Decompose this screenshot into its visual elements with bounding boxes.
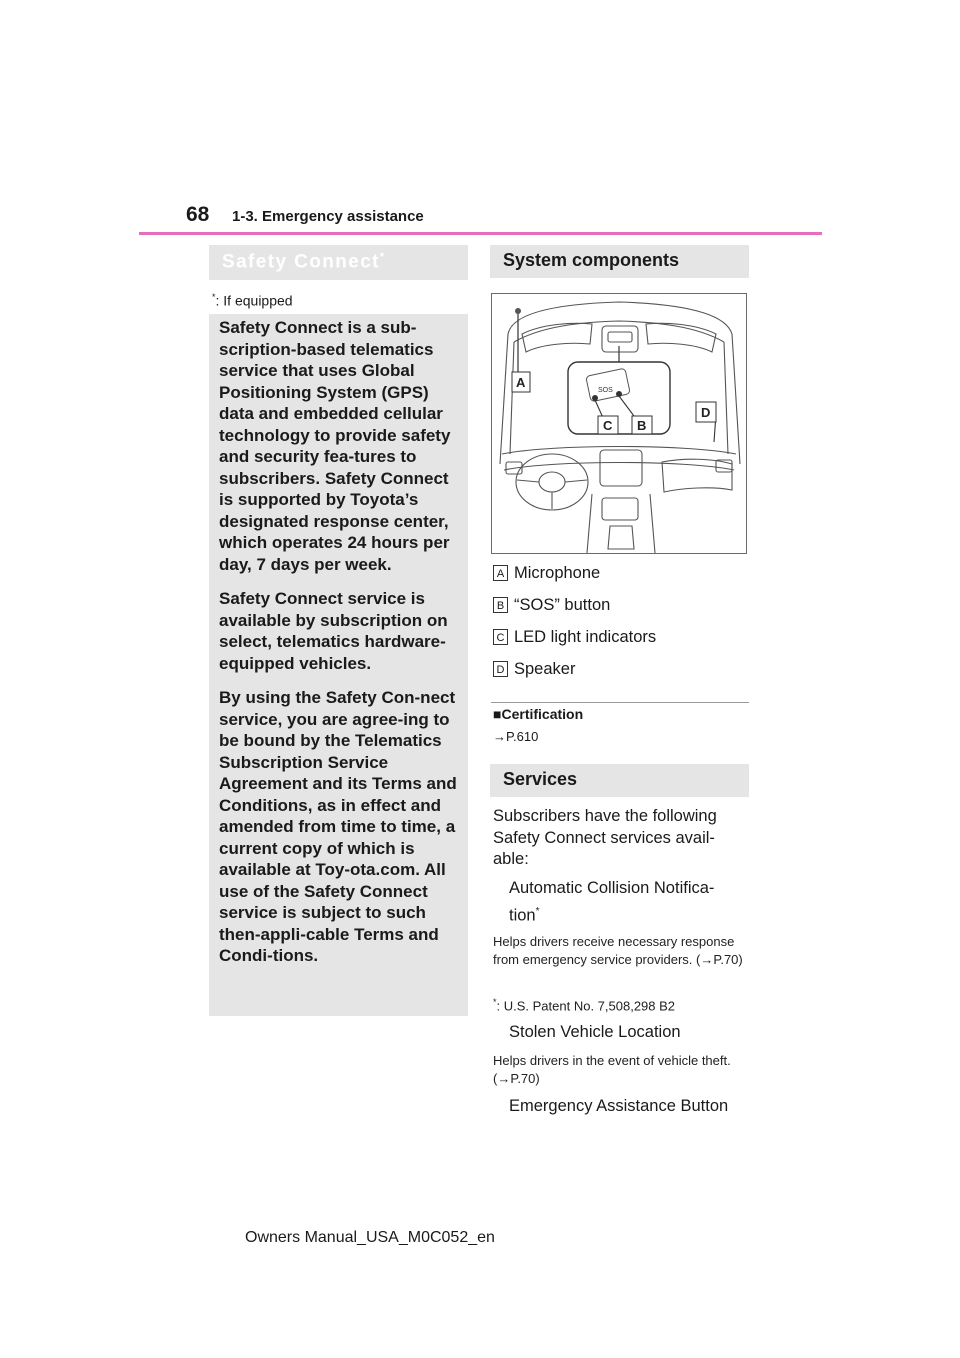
legend-item-a [493,564,600,583]
section-title: 1-3. Emergency assistance [232,208,424,225]
footnote-asterisk: * [212,292,216,302]
label-c: C [603,418,613,433]
legend-key-d: D [493,661,508,677]
certification-title-text: Certification [501,706,584,722]
legend-item-c [493,628,656,647]
certification-title [493,706,583,722]
safety-connect-heading-text: Safety Connect [222,251,380,273]
system-components-heading-bar [490,245,749,278]
services-intro: Subscribers have the following Safety Connect services avail-able: [493,807,717,868]
legend-item-d [493,660,575,679]
certification-rule [491,702,749,703]
services-heading: Services [503,769,578,789]
vehicle-interior-illustration [491,293,747,554]
info-paragraph-3: By using the Safety Con-nect service, you are agree-ing to be bound by the Telematics Subscription Service Agreement and its Terms and Conditions, as in effect and amended from time to time, a current copy of which is available at Toy-ota.com. All use of the Safety Connect service is subject to such then-appli-cable Terms and Condi-tions. [219,688,457,965]
legend-key-a: A [493,565,508,581]
services-heading-bar [490,764,749,797]
safety-connect-heading [222,251,386,273]
safety-connect-heading-bar [209,245,468,280]
bullet-icon [493,876,509,928]
legend-label-d: Speaker [514,660,576,678]
service-1-description: Helps drivers receive necessary response from emergency service providers. (→P.70) [493,934,743,967]
service-item-1 [493,876,751,928]
info-paragraph-1: Safety Connect is a sub-scription-based telematics service that uses Global Positioning System (GPS) data and embedded cellular technology to provide safety and security fea-tures to subscribers. Safety Connect is supported by Toyota’s designated response center, which operates 24 hours per day, 7 days per week. [219,318,451,574]
certification-marker: ■ [493,706,502,722]
footer-manual-id: Owners Manual_USA_M0C052_en [245,1229,495,1246]
interior-drawing [492,294,746,553]
legend-label-a: Microphone [514,564,601,582]
legend-label-b: “SOS” button [514,596,611,614]
label-a: A [516,375,526,390]
safety-connect-info-box [209,314,468,1016]
legend-item-b [493,596,610,615]
label-d: D [701,405,711,420]
service-3-text: Emergency Assistance Button [509,1097,729,1115]
sos-label: SOS [598,387,613,394]
service-1-asterisk: * [535,906,540,917]
service-2-description: Helps drivers in the event of vehicle theft. (→P.70) [493,1053,731,1086]
certification-page-link[interactable]: →P.610 [493,729,539,744]
if-equipped-text: : If equipped [215,292,293,309]
label-b: B [637,418,647,433]
system-components-heading: System components [503,250,680,270]
patent-note [493,993,751,1015]
service-2-text: Stolen Vehicle Location [509,1023,681,1041]
legend-key-c: C [493,629,508,645]
heading-asterisk: * [379,251,386,263]
header-rule [139,232,822,235]
if-equipped-note [212,292,293,309]
legend-label-c: LED light indicators [514,628,657,646]
service-item-2 [493,1020,751,1044]
service-1-text: Automatic Collision Notifica-tion [509,879,715,925]
page-number: 68 [186,203,210,226]
service-item-3 [493,1094,751,1118]
info-paragraph-2: Safety Connect service is available by subscription on select, telematics hardware-equipped vehicles. [219,589,448,673]
patent-note-text: : U.S. Patent No. 7,508,298 B2 [496,998,676,1014]
legend-key-b: B [493,597,508,613]
patent-asterisk: * [493,997,497,1007]
